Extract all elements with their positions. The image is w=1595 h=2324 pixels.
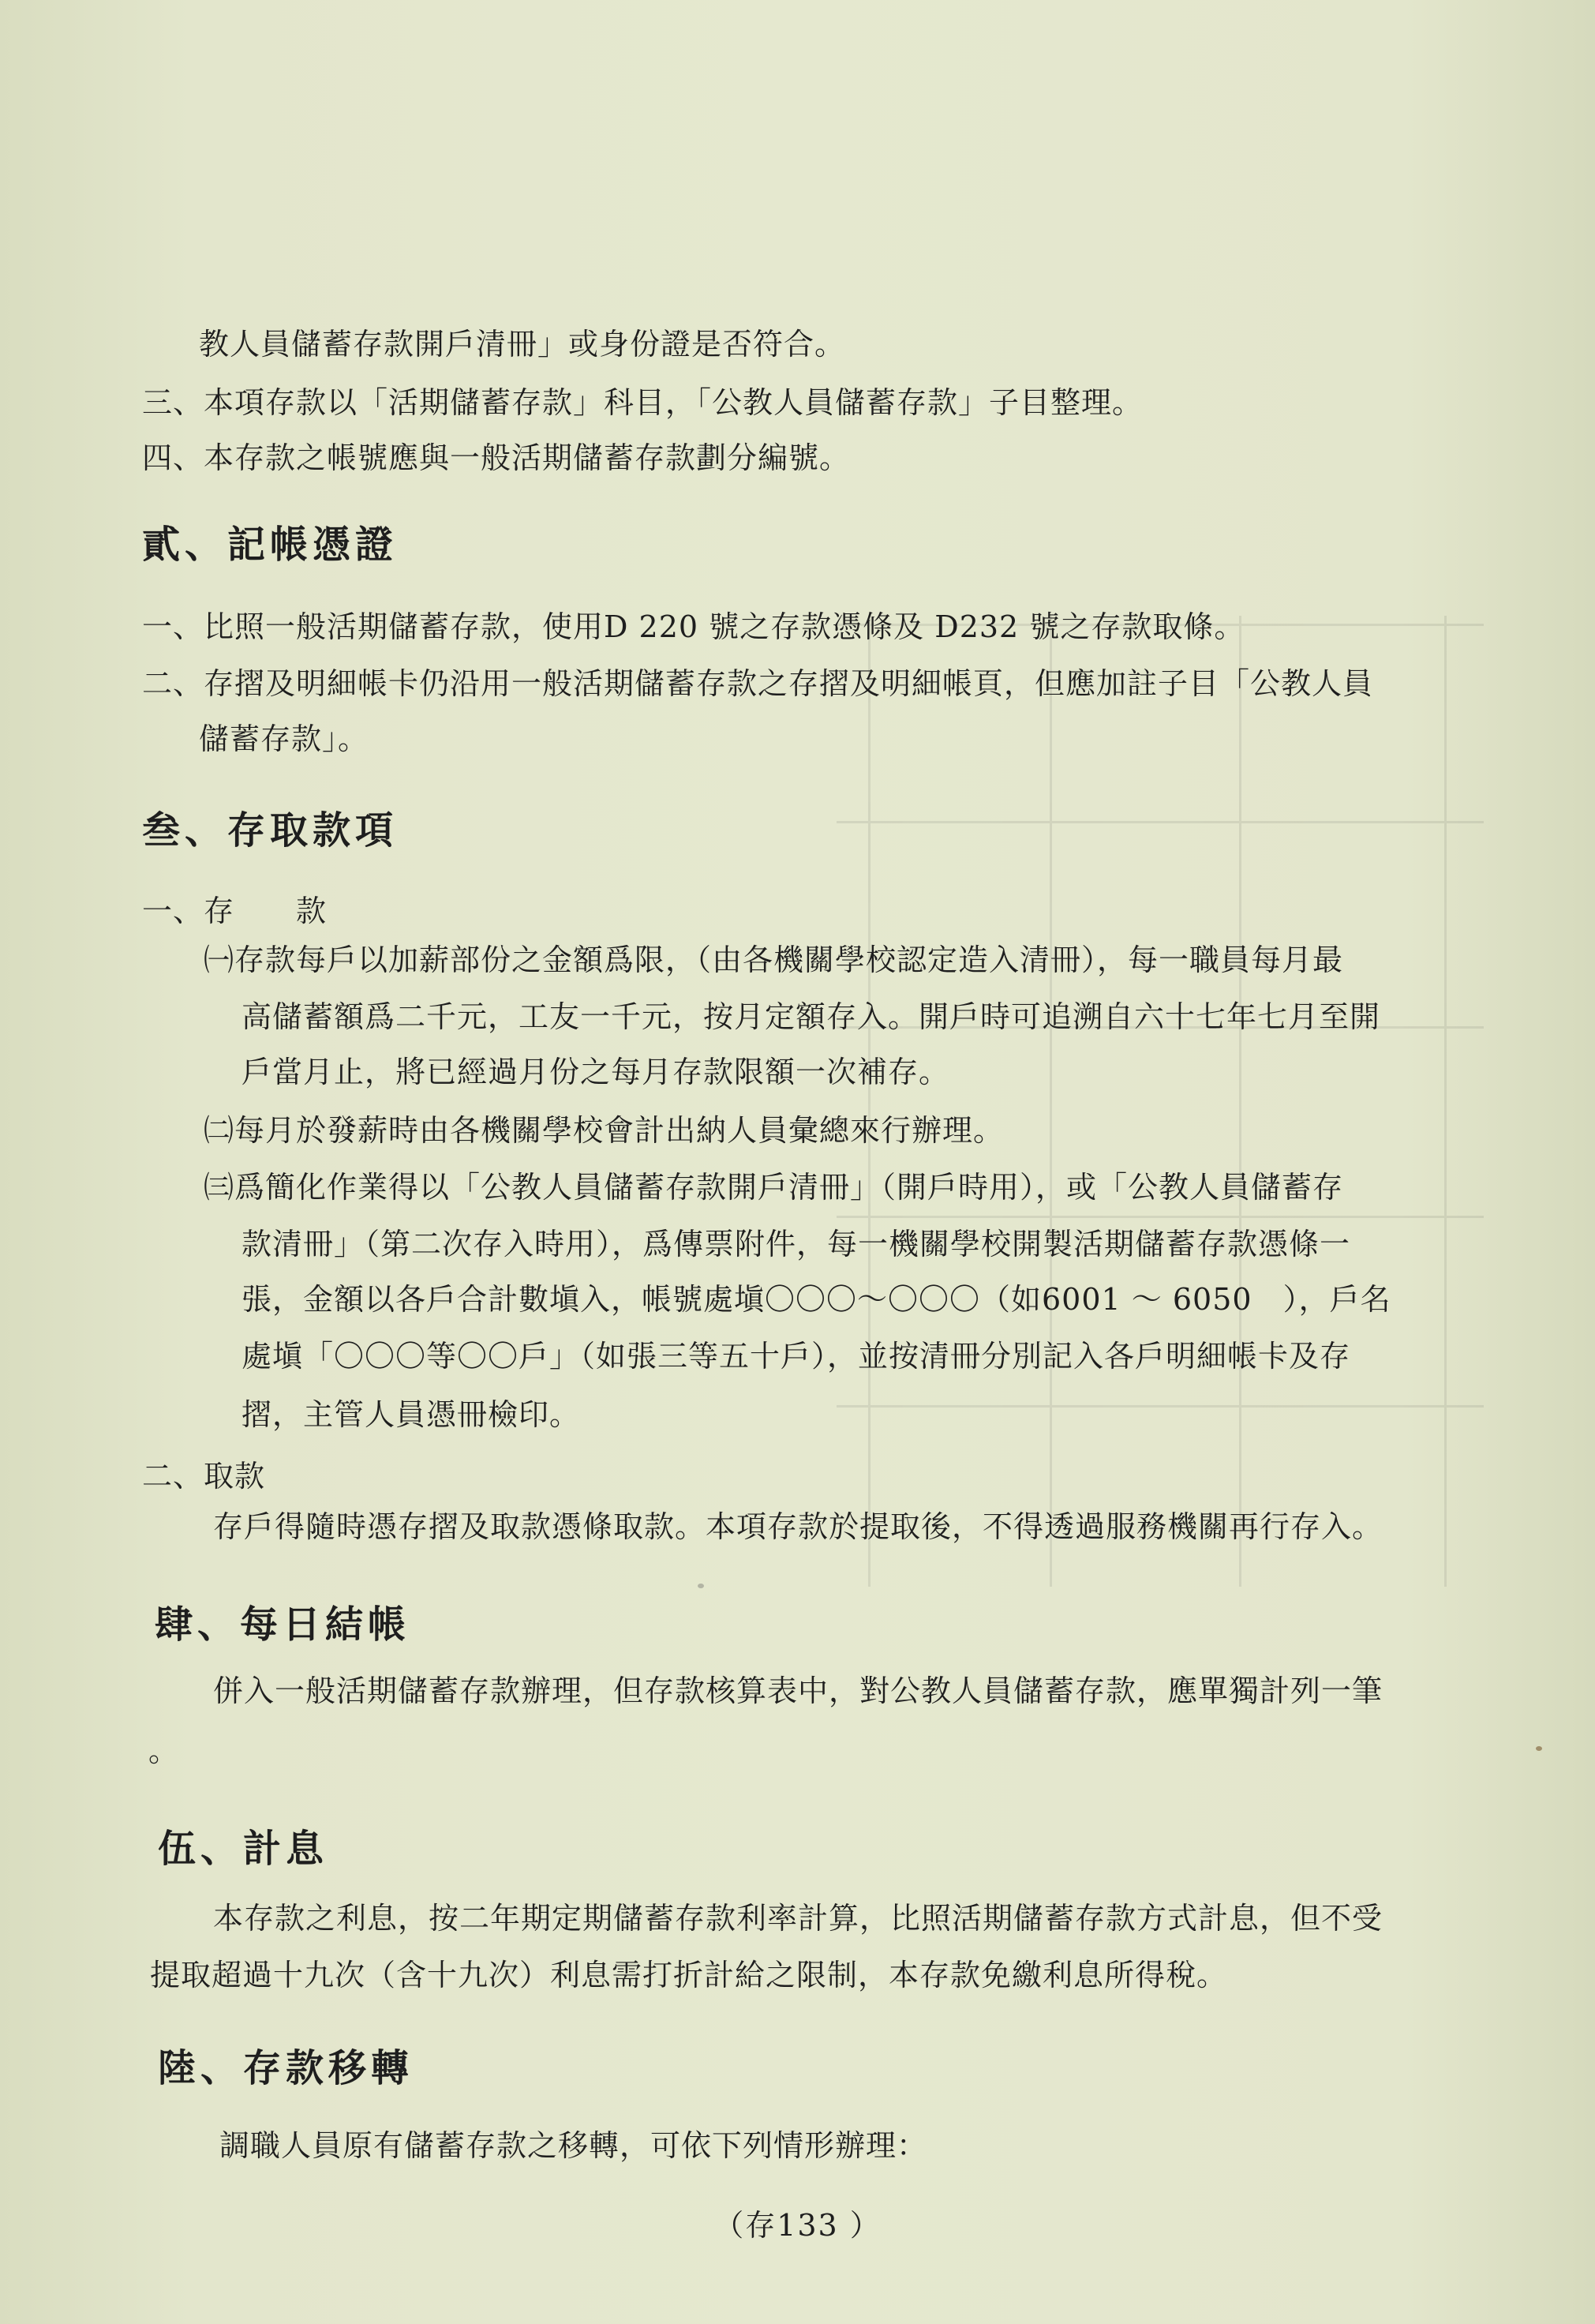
text-line: 。 [148,1734,180,1768]
text-line: 戶當月止，將已經過月份之每月存款限額一次補存。 [241,1055,950,1089]
text-line: 四、本存款之帳號應與一般活期儲蓄存款劃分編號。 [142,440,851,475]
page-number: （存133 ） [713,2208,882,2243]
text-line: 二、存摺及明細帳卡仍沿用一般活期儲蓄存款之存摺及明細帳頁，但應加註子目「公教人員 [142,666,1374,701]
text-line: 三、本項存款以「活期儲蓄存款」科目，「公教人員儲蓄存款」子目整理。 [142,385,1144,420]
text-line: 一、存 款 [142,894,328,928]
text-line: 調職人員原有儲蓄存款之移轉，可依下列情形辦理： [219,2128,928,2163]
text-line: ㈠存款每戶以加薪部份之金額爲限，（由各機關學校認定造入清冊），每一職員每月最 [204,943,1344,977]
section-heading: 伍、計息 [158,1827,329,1871]
text-line: 張，金額以各戶合計數塡入，帳號處塡〇〇〇～〇〇〇（如6001 ～ 6050 ），戶名 [241,1282,1391,1317]
text-line: 本存款之利息，按二年期定期儲蓄存款利率計算，比照活期儲蓄存款方式計息，但不受 [213,1901,1383,1936]
text-line: ㈡每月於發薪時由各機關學校會計出納人員彙總來行辦理。 [204,1113,1005,1148]
text-line: 處塡「〇〇〇等〇〇戶」（如張三等五十戶），並按清冊分別記入各戶明細帳卡及存 [241,1339,1351,1374]
section-heading: 叁、存取款項 [142,808,399,853]
paper-speck [698,1584,704,1588]
section-heading: 肆、每日結帳 [155,1602,411,1647]
text-line: 教人員儲蓄存款開戶清冊」或身份證是否符合。 [199,327,846,362]
text-line: 款清冊」（第二次存入時用），爲傳票附件，每一機關學校開製活期儲蓄存款憑條一 [241,1227,1351,1261]
text-line: 併入一般活期儲蓄存款辦理，但存款核算表中，對公教人員儲蓄存款，應單獨計列一筆 [213,1674,1383,1708]
text-line: 高儲蓄額爲二千元，工友一千元，按月定額存入。開戶時可追溯自六十七年七月至開 [241,999,1381,1034]
section-heading: 陸、存款移轉 [158,2046,414,2090]
paper-speck [1536,1746,1542,1751]
text-line: 儲蓄存款」。 [199,722,369,756]
text-line: 二、取款 [142,1459,266,1494]
text-line: ㈢爲簡化作業得以「公教人員儲蓄存款開戶清冊」（開戶時用），或「公教人員儲蓄存 [204,1170,1344,1205]
text-line: 存戶得隨時憑存摺及取款憑條取款。本項存款於提取後，不得透過服務機關再行存入。 [213,1509,1383,1544]
section-heading: 貳、記帳憑證 [142,523,399,567]
text-line: 提取超過十九次（含十九次）利息需打折計給之限制，本存款免繳利息所得稅。 [150,1958,1228,1992]
text-line: 一、比照一般活期儲蓄存款，使用D 220 號之存款憑條及 D232 號之存款取條。 [142,609,1245,644]
bleed-through-shadow [837,284,1484,1587]
text-line: 摺，主管人員憑冊檢印。 [241,1397,581,1432]
